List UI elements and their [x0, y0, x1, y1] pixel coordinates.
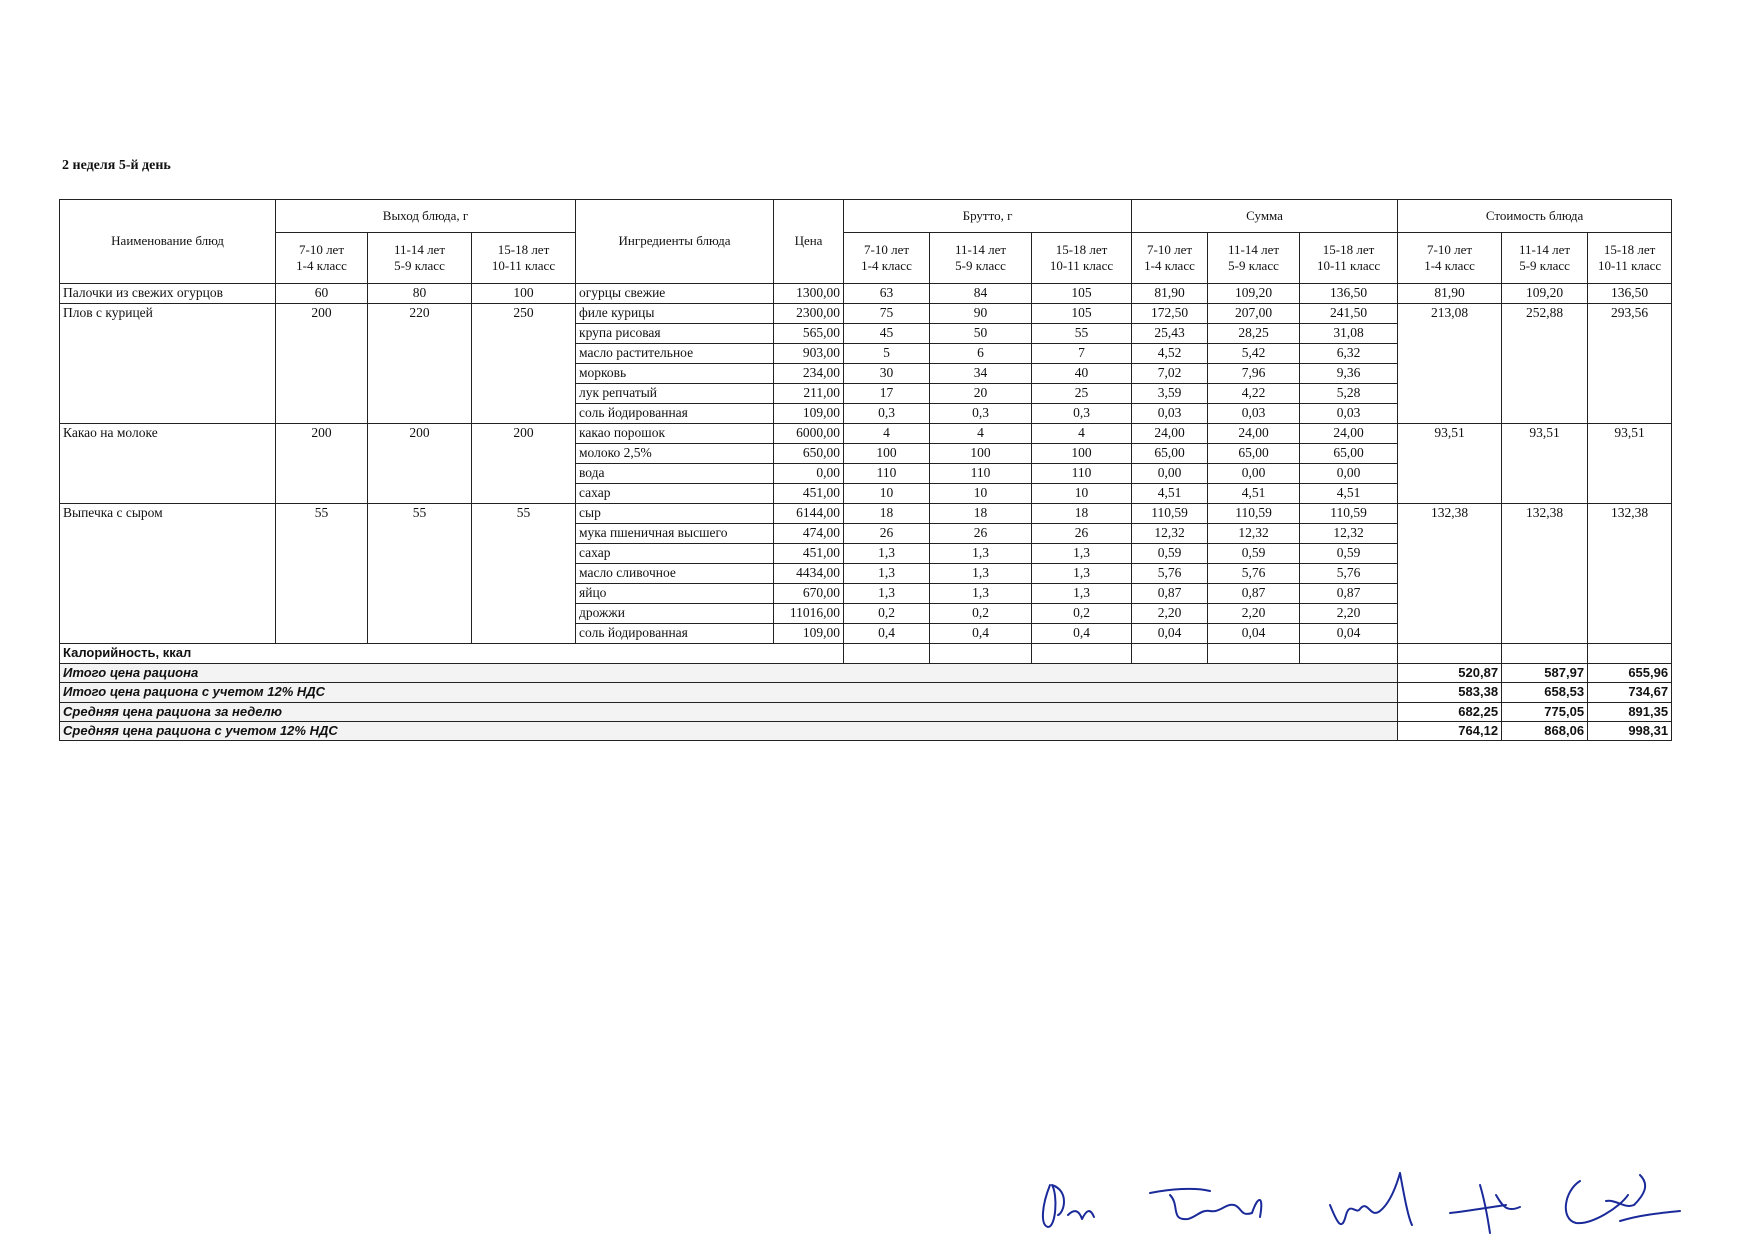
ingredient-sum: 4,22	[1208, 384, 1300, 404]
summary-label: Средняя цена рациона с учетом 12% НДС	[60, 721, 1398, 740]
dish-cost: 109,20	[1502, 284, 1588, 304]
ingredient-gross: 4	[930, 424, 1032, 444]
dish-cost: 293,56	[1588, 304, 1672, 424]
summary-row	[60, 664, 1672, 683]
ingredient-gross: 0,4	[1032, 624, 1132, 644]
summary-label: Итого цена рациона	[60, 664, 1398, 683]
ingredient-sum: 4,51	[1208, 484, 1300, 504]
ingredient-gross: 0,2	[844, 604, 930, 624]
summary-value: 868,06	[1502, 721, 1588, 740]
ingredient-price: 109,00	[774, 624, 844, 644]
ingredient-name: масло растительное	[576, 344, 774, 364]
class-label: 5-9 класс	[1519, 258, 1570, 273]
ingredient-sum: 6,32	[1300, 344, 1398, 364]
ingredient-sum: 0,59	[1300, 544, 1398, 564]
summary-value: 775,05	[1502, 702, 1588, 721]
header-price: Цена	[774, 200, 844, 284]
ingredient-gross: 6	[930, 344, 1032, 364]
ingredient-gross: 4	[844, 424, 930, 444]
ingredient-sum: 109,20	[1208, 284, 1300, 304]
dish-cost: 213,08	[1398, 304, 1502, 424]
summary-value: 655,96	[1588, 664, 1672, 683]
ingredient-price: 650,00	[774, 444, 844, 464]
dish-yield: 200	[276, 424, 368, 504]
age-label: 7-10 лет	[1427, 241, 1473, 257]
signatures	[1020, 1155, 1740, 1235]
ingredient-sum: 2,20	[1300, 604, 1398, 624]
age-label: 11-14 лет	[1519, 241, 1571, 257]
ingredient-gross: 10	[930, 484, 1032, 504]
header-yield: Выход блюда, г	[276, 200, 576, 233]
age-label: 15-18 лет	[1322, 241, 1375, 257]
ingredient-gross: 0,3	[1032, 404, 1132, 424]
ingredient-name: крупа рисовая	[576, 324, 774, 344]
ingredient-sum: 12,32	[1132, 524, 1208, 544]
ingredient-sum: 0,00	[1132, 464, 1208, 484]
ingredient-sum: 24,00	[1208, 424, 1300, 444]
header-yield-age-1	[368, 233, 472, 284]
dish-name: Плов с курицей	[60, 304, 276, 424]
calories-cell	[1032, 644, 1132, 664]
calories-cell	[1588, 644, 1672, 664]
age-group-header-row	[60, 233, 1672, 284]
ingredient-sum: 241,50	[1300, 304, 1398, 324]
table-header	[60, 200, 1672, 284]
class-label: 5-9 класс	[1228, 258, 1279, 273]
calories-cell	[930, 644, 1032, 664]
ingredient-gross: 7	[1032, 344, 1132, 364]
summary-value: 682,25	[1398, 702, 1502, 721]
ingredient-sum: 2,20	[1132, 604, 1208, 624]
class-label: 10-11 класс	[1316, 258, 1381, 273]
ingredient-gross: 75	[844, 304, 930, 324]
calories-cell	[1300, 644, 1398, 664]
ingredient-gross: 0,2	[930, 604, 1032, 624]
summary-value: 587,97	[1502, 664, 1588, 683]
ingredient-gross: 1,3	[930, 544, 1032, 564]
summary-value: 891,35	[1588, 702, 1672, 721]
ingredient-price: 903,00	[774, 344, 844, 364]
ingredient-name: молоко 2,5%	[576, 444, 774, 464]
summary-value: 520,87	[1398, 664, 1502, 683]
age-label: 15-18 лет	[1055, 241, 1108, 257]
ingredient-price: 451,00	[774, 484, 844, 504]
dish-name: Выпечка с сыром	[60, 504, 276, 644]
ingredient-sum: 110,59	[1300, 504, 1398, 524]
summary-row	[60, 721, 1672, 740]
dish-cost: 132,38	[1398, 504, 1502, 644]
header-dish: Наименование блюд	[60, 200, 276, 284]
ingredient-gross: 26	[844, 524, 930, 544]
ingredient-gross: 100	[1032, 444, 1132, 464]
dish-cost: 81,90	[1398, 284, 1502, 304]
ingredient-name: сахар	[576, 484, 774, 504]
ingredient-gross: 20	[930, 384, 1032, 404]
dish-name: Какао на молоке	[60, 424, 276, 504]
calories-cell	[1132, 644, 1208, 664]
ingredient-price: 0,00	[774, 464, 844, 484]
ingredient-gross: 90	[930, 304, 1032, 324]
header-yield-age-0	[276, 233, 368, 284]
ingredient-sum: 24,00	[1132, 424, 1208, 444]
header-gross-age-1	[930, 233, 1032, 284]
ingredient-sum: 25,43	[1132, 324, 1208, 344]
ingredient-price: 1300,00	[774, 284, 844, 304]
ingredient-sum: 7,02	[1132, 364, 1208, 384]
dish-yield: 200	[276, 304, 368, 424]
ingredient-gross: 18	[930, 504, 1032, 524]
ingredient-gross: 110	[930, 464, 1032, 484]
summary-row	[60, 702, 1672, 721]
ingredient-sum: 0,03	[1208, 404, 1300, 424]
age-label: 11-14 лет	[1228, 241, 1280, 257]
ingredient-gross: 1,3	[930, 584, 1032, 604]
ingredient-price: 2300,00	[774, 304, 844, 324]
ingredient-gross: 50	[930, 324, 1032, 344]
ingredient-price: 4434,00	[774, 564, 844, 584]
header-cost-age-1	[1502, 233, 1588, 284]
ingredient-sum: 3,59	[1132, 384, 1208, 404]
ingredient-gross: 17	[844, 384, 930, 404]
ingredient-sum: 0,59	[1208, 544, 1300, 564]
ingredient-sum: 0,03	[1132, 404, 1208, 424]
ingredient-sum: 136,50	[1300, 284, 1398, 304]
signature-2	[1150, 1189, 1261, 1219]
table-row	[60, 424, 1672, 444]
ingredient-sum: 0,03	[1300, 404, 1398, 424]
ingredient-sum: 7,96	[1208, 364, 1300, 384]
ingredient-gross: 26	[1032, 524, 1132, 544]
ingredient-gross: 100	[844, 444, 930, 464]
header-gross-age-0	[844, 233, 930, 284]
ingredient-price: 109,00	[774, 404, 844, 424]
class-label: 1-4 класс	[861, 258, 912, 273]
ingredient-sum: 172,50	[1132, 304, 1208, 324]
ingredient-sum: 0,04	[1132, 624, 1208, 644]
ingredient-sum: 65,00	[1208, 444, 1300, 464]
ingredient-sum: 24,00	[1300, 424, 1398, 444]
ingredient-sum: 4,52	[1132, 344, 1208, 364]
ingredient-name: огурцы свежие	[576, 284, 774, 304]
summary-label: Итого цена рациона с учетом 12% НДС	[60, 683, 1398, 702]
ingredient-price: 211,00	[774, 384, 844, 404]
ingredient-sum: 110,59	[1132, 504, 1208, 524]
header-gross-age-2	[1032, 233, 1132, 284]
signature-1	[1043, 1185, 1094, 1227]
ingredient-gross: 18	[1032, 504, 1132, 524]
header-sum: Сумма	[1132, 200, 1398, 233]
ingredient-price: 6144,00	[774, 504, 844, 524]
summary-value: 658,53	[1502, 683, 1588, 702]
header-cost-age-0	[1398, 233, 1502, 284]
age-label: 7-10 лет	[1147, 241, 1193, 257]
dish-cost: 132,38	[1588, 504, 1672, 644]
ingredient-gross: 1,3	[844, 564, 930, 584]
ingredient-sum: 207,00	[1208, 304, 1300, 324]
ingredient-name: лук репчатый	[576, 384, 774, 404]
class-label: 1-4 класс	[1144, 258, 1195, 273]
ingredient-sum: 9,36	[1300, 364, 1398, 384]
summary-value: 998,31	[1588, 721, 1672, 740]
header-sum-age-0	[1132, 233, 1208, 284]
ingredient-gross: 18	[844, 504, 930, 524]
ingredient-gross: 5	[844, 344, 930, 364]
dish-yield: 220	[368, 304, 472, 424]
ingredient-sum: 0,04	[1208, 624, 1300, 644]
dish-yield: 200	[368, 424, 472, 504]
dish-yield: 80	[368, 284, 472, 304]
ingredient-price: 234,00	[774, 364, 844, 384]
dish-yield: 250	[472, 304, 576, 424]
ingredient-gross: 105	[1032, 284, 1132, 304]
class-label: 10-11 класс	[1049, 258, 1114, 273]
ingredient-sum: 0,04	[1300, 624, 1398, 644]
ingredient-name: соль йодированная	[576, 404, 774, 424]
ingredient-price: 565,00	[774, 324, 844, 344]
ingredient-gross: 25	[1032, 384, 1132, 404]
class-label: 1-4 класс	[296, 258, 347, 273]
ingredient-sum: 65,00	[1132, 444, 1208, 464]
dish-cost: 93,51	[1588, 424, 1672, 504]
summary-label: Средняя цена рациона за неделю	[60, 702, 1398, 721]
ingredient-gross: 0,2	[1032, 604, 1132, 624]
ingredient-gross: 1,3	[1032, 564, 1132, 584]
ingredient-gross: 63	[844, 284, 930, 304]
table-body	[60, 284, 1672, 741]
ingredient-sum: 4,51	[1132, 484, 1208, 504]
calories-cell	[844, 644, 930, 664]
signature-4	[1450, 1185, 1520, 1233]
summary-row	[60, 683, 1672, 702]
header-gross: Брутто, г	[844, 200, 1132, 233]
ingredient-sum: 5,76	[1132, 564, 1208, 584]
ingredient-name: мука пшеничная высшего	[576, 524, 774, 544]
ingredient-sum: 0,00	[1208, 464, 1300, 484]
dish-yield: 60	[276, 284, 368, 304]
calories-cell	[1208, 644, 1300, 664]
ingredient-price: 474,00	[774, 524, 844, 544]
ingredient-sum: 0,00	[1300, 464, 1398, 484]
ingredient-sum: 28,25	[1208, 324, 1300, 344]
ingredient-sum: 5,28	[1300, 384, 1398, 404]
summary-value: 583,38	[1398, 683, 1502, 702]
summary-value: 734,67	[1588, 683, 1672, 702]
header-yield-age-2	[472, 233, 576, 284]
class-label: 1-4 класс	[1424, 258, 1475, 273]
dish-yield: 200	[472, 424, 576, 504]
document-title: 2 неделя 5-й день	[62, 158, 171, 173]
ingredient-sum: 0,87	[1132, 584, 1208, 604]
ingredient-gross: 34	[930, 364, 1032, 384]
header-ingredients: Ингредиенты блюда	[576, 200, 774, 284]
ingredient-name: дрожжи	[576, 604, 774, 624]
class-label: 5-9 класс	[394, 258, 445, 273]
ingredient-gross: 10	[1032, 484, 1132, 504]
ingredient-price: 451,00	[774, 544, 844, 564]
ingredient-sum: 4,51	[1300, 484, 1398, 504]
age-label: 15-18 лет	[497, 241, 550, 257]
dish-cost: 252,88	[1502, 304, 1588, 424]
ingredient-price: 6000,00	[774, 424, 844, 444]
ingredient-sum: 81,90	[1132, 284, 1208, 304]
ingredient-sum: 0,59	[1132, 544, 1208, 564]
class-label: 10-11 класс	[1597, 258, 1662, 273]
ingredient-gross: 4	[1032, 424, 1132, 444]
ingredient-name: вода	[576, 464, 774, 484]
ingredient-price: 11016,00	[774, 604, 844, 624]
ingredient-name: яйцо	[576, 584, 774, 604]
ingredient-name: сыр	[576, 504, 774, 524]
ingredient-price: 670,00	[774, 584, 844, 604]
age-label: 7-10 лет	[298, 241, 345, 257]
ingredient-gross: 105	[1032, 304, 1132, 324]
ingredient-sum: 5,42	[1208, 344, 1300, 364]
table-row	[60, 284, 1672, 304]
ingredient-gross: 100	[930, 444, 1032, 464]
ingredient-gross: 55	[1032, 324, 1132, 344]
ingredient-name: филе курицы	[576, 304, 774, 324]
ingredient-sum: 12,32	[1300, 524, 1398, 544]
ingredient-name: морковь	[576, 364, 774, 384]
table-row	[60, 304, 1672, 324]
ingredient-gross: 0,4	[930, 624, 1032, 644]
ingredient-gross: 30	[844, 364, 930, 384]
ingredient-gross: 45	[844, 324, 930, 344]
dish-name: Палочки из свежих огурцов	[60, 284, 276, 304]
ingredient-sum: 31,08	[1300, 324, 1398, 344]
ingredient-sum: 110,59	[1208, 504, 1300, 524]
ingredient-gross: 1,3	[1032, 544, 1132, 564]
age-label: 7-10 лет	[864, 241, 910, 257]
class-label: 10-11 класс	[491, 258, 556, 273]
age-label: 11-14 лет	[393, 241, 446, 257]
ingredient-gross: 1,3	[844, 544, 930, 564]
header-sum-age-2	[1300, 233, 1398, 284]
class-label: 5-9 класс	[955, 258, 1006, 273]
signature-3	[1330, 1173, 1412, 1225]
ingredient-sum: 65,00	[1300, 444, 1398, 464]
dish-yield: 100	[472, 284, 576, 304]
dish-cost: 93,51	[1398, 424, 1502, 504]
header-cost: Стоимость блюда	[1398, 200, 1672, 233]
ingredient-name: соль йодированная	[576, 624, 774, 644]
dish-cost: 93,51	[1502, 424, 1588, 504]
calories-cell	[1398, 644, 1502, 664]
ingredient-gross: 26	[930, 524, 1032, 544]
dish-cost: 132,38	[1502, 504, 1588, 644]
table-row	[60, 504, 1672, 524]
signature-5	[1566, 1175, 1680, 1223]
ingredient-name: сахар	[576, 544, 774, 564]
ingredient-gross: 0,4	[844, 624, 930, 644]
ingredient-gross: 84	[930, 284, 1032, 304]
menu-table	[59, 199, 1672, 741]
ingredient-sum: 0,87	[1208, 584, 1300, 604]
ingredient-name: какао порошок	[576, 424, 774, 444]
dish-cost: 136,50	[1588, 284, 1672, 304]
calories-cell	[1502, 644, 1588, 664]
dish-yield: 55	[276, 504, 368, 644]
age-label: 15-18 лет	[1603, 241, 1656, 257]
calories-row	[60, 644, 1672, 664]
ingredient-sum: 2,20	[1208, 604, 1300, 624]
ingredient-gross: 1,3	[844, 584, 930, 604]
ingredient-gross: 0,3	[930, 404, 1032, 424]
ingredient-sum: 5,76	[1208, 564, 1300, 584]
dish-yield: 55	[368, 504, 472, 644]
dish-yield: 55	[472, 504, 576, 644]
ingredient-gross: 110	[1032, 464, 1132, 484]
ingredient-sum: 5,76	[1300, 564, 1398, 584]
ingredient-sum: 12,32	[1208, 524, 1300, 544]
ingredient-sum: 0,87	[1300, 584, 1398, 604]
calories-label: Калорийность, ккал	[60, 644, 844, 664]
header-cost-age-2	[1588, 233, 1672, 284]
ingredient-gross: 10	[844, 484, 930, 504]
ingredient-name: масло сливочное	[576, 564, 774, 584]
ingredient-gross: 1,3	[1032, 584, 1132, 604]
ingredient-gross: 40	[1032, 364, 1132, 384]
ingredient-gross: 0,3	[844, 404, 930, 424]
header-sum-age-1	[1208, 233, 1300, 284]
ingredient-gross: 110	[844, 464, 930, 484]
summary-value: 764,12	[1398, 721, 1502, 740]
ingredient-gross: 1,3	[930, 564, 1032, 584]
age-label: 11-14 лет	[954, 241, 1007, 257]
